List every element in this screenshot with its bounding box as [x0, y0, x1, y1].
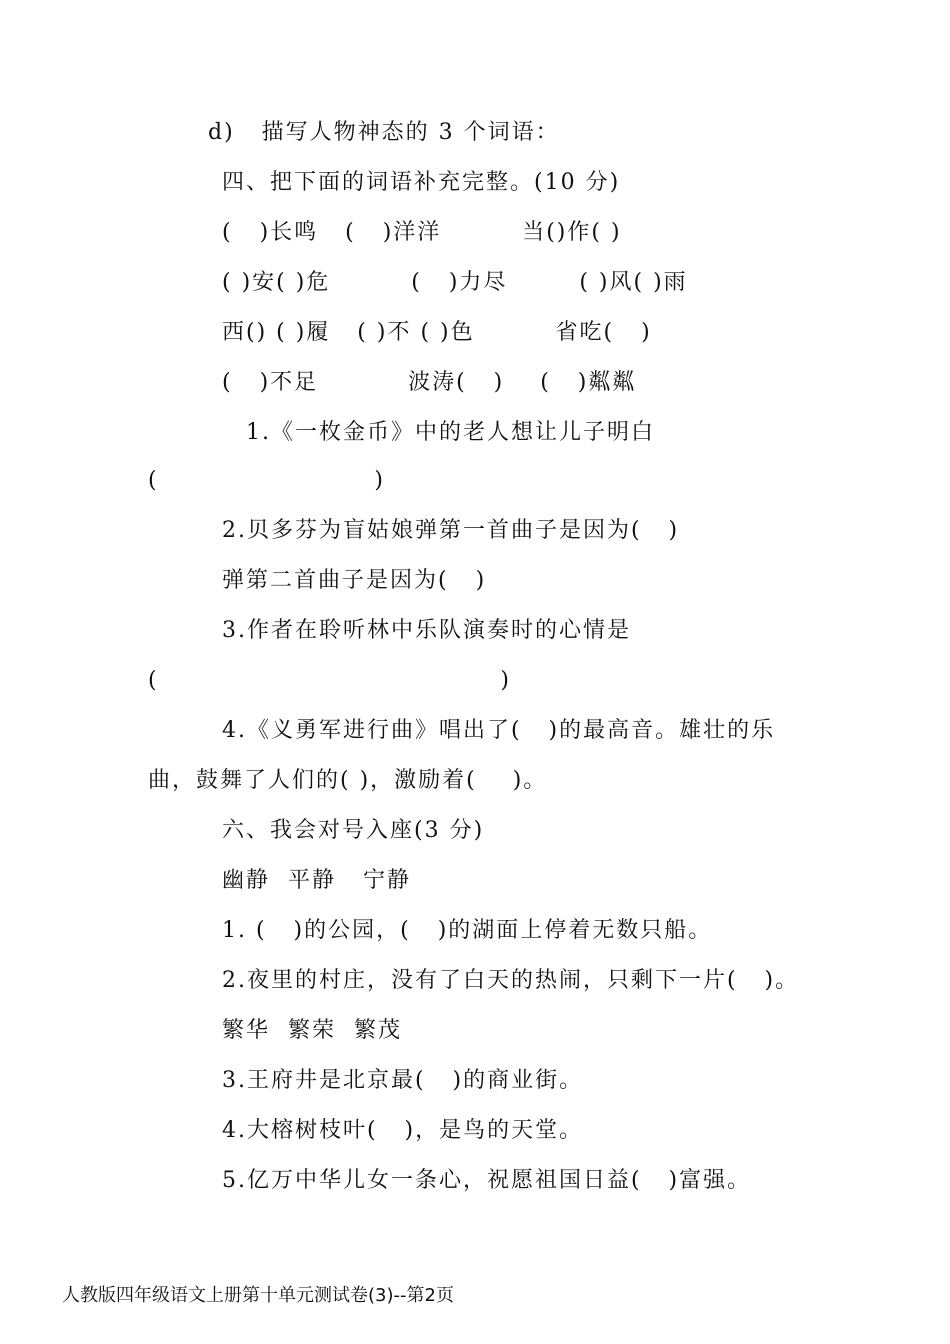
question-2-continuation: 弹第二首曲子是因为( ) — [222, 568, 487, 593]
idiom-row-2: ( )安( )危 ( )力尽 ( )风( )雨 — [222, 270, 688, 295]
page-footer: 人教版四年级语文上册第十单元测试卷(3)--第2页 — [62, 1285, 454, 1306]
question-1-line: 1.《一枚金币》中的老人想让儿子明白 — [246, 420, 655, 445]
fill-sentence-5: 5.亿万中华儿女一条心，祝愿祖国日益( )富强。 — [222, 1168, 752, 1193]
question-2-line: 2.贝多芬为盲姑娘弹第一首曲子是因为( ) — [222, 518, 680, 543]
fill-sentence-4: 4.大榕树枝叶( )，是鸟的天堂。 — [222, 1118, 584, 1143]
question-3-blank: ( ) — [148, 668, 511, 693]
question-4-continuation: 曲，鼓舞了人们的( )，激励着( )。 — [148, 768, 548, 793]
question-4-line: 4.《义勇军进行曲》唱出了( )的最高音。雄壮的乐 — [222, 718, 776, 743]
fill-sentence-2: 2.夜里的村庄，没有了白天的热闹，只剩下一片( )。 — [222, 968, 800, 993]
idiom-row-1: ( )长鸣 ( )洋洋 当()作( ) — [222, 220, 622, 245]
word-group-1: 幽静 平静 宁静 — [222, 868, 411, 893]
question-3-line: 3.作者在聆听林中乐队演奏时的心情是 — [222, 618, 631, 643]
section-six-heading: 六、我会对号入座(3 分) — [222, 818, 485, 843]
fill-sentence-1: 1. ( )的公园，( )的湖面上停着无数只船。 — [222, 918, 713, 943]
question-1-blank: ( ) — [148, 468, 386, 493]
fill-sentence-3: 3.王府井是北京最( )的商业街。 — [222, 1068, 584, 1093]
idiom-row-3: 西() ( )履 ( )不 ( )色 省吃( ) — [222, 320, 652, 345]
word-group-2: 繁华 繁荣 繁茂 — [222, 1018, 402, 1043]
section-four-heading: 四、把下面的词语补充完整。(10 分) — [222, 170, 621, 195]
idiom-row-4: ( )不足 波涛( ) ( )粼粼 — [222, 370, 637, 395]
question-d-line: d) 描写人物神态的 3 个词语： — [208, 120, 560, 145]
